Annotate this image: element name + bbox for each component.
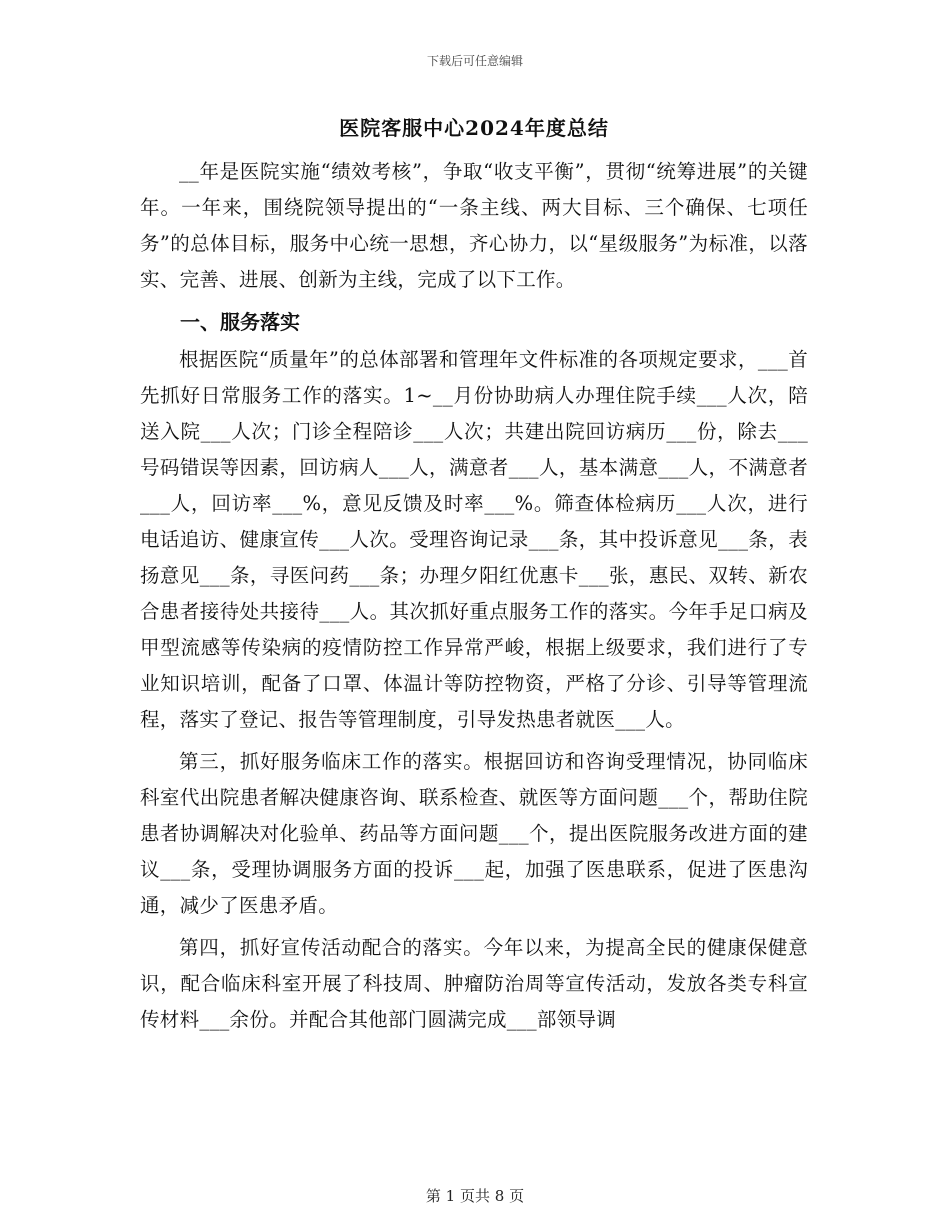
document-title: 医院客服中心2024年度总结 (339, 116, 609, 140)
page-footer-indicator: 第 1 页共 8 页 (425, 1187, 525, 1205)
intro-paragraph: __年是医院实施“绩效考核”，争取“收支平衡”，贯彻“统筹进展”的关键年。一年来，围绕院领导提出的“一条主线、两大目标、三个确保、七项任务”的总体目标，服务中心统一思想，齐心协力，以“星级服务”为标准，以落实、完善、进展、创新为主线，完成了以下工作。 (140, 160, 808, 291)
section-heading-service: 一、服务落实 (180, 310, 300, 334)
document-body (140, 110, 808, 1038)
paragraph-daily-service: 根据医院“质量年”的总体部署和管理年文件标准的各项规定要求，___首先抓好日常服务工作的落实。1~__月份协助病人办理住院手续___人次，陪送入院___人次；门诊全程陪诊___人次；共建出院回访病历___份，除去___号码错误等因素，回访病人___人，满意者___人，基本满意___人，不满意者___人，回访率___%，意见反馈及时率___%。筛查体检病历___人次，进行电话追访、健康宣传___人次。受理咨询记录___条，其中投诉意见___条，表扬意见___条，寻医问药___条；办理夕阳红优惠卡___张，惠民、双转、新农合患者接待处共接待___人。其次抓好重点服务工作的落实。今年手足口病及甲型流感等传染病的疫情防控工作异常严峻，根据上级要求，我们进行了专业知识培训，配备了口罩、体温计等防控物资，严格了分诊、引导等管理流程，落实了登记、报告等管理制度，引导发热患者就医___人。 (140, 348, 808, 731)
paragraph-publicity: 第四，抓好宣传活动配合的落实。今年以来，为提高全民的健康保健意识，配合临床科室开展了科技周、肿瘤防治周等宣传活动，发放各类专科宣传材料___余份。并配合其他部门圆满完成___部领导调 (140, 936, 808, 1031)
page-header-note: 下载后可任意编辑 (426, 54, 523, 68)
paragraph-clinical-service: 第三，抓好服务临床工作的落实。根据回访和咨询受理情况，协同临床科室代出院患者解决健康咨询、联系检查、就医等方面问题___个，帮助住院患者协调解决对化验单、药品等方面问题___个，提出医院服务改进方面的建议___条，受理协调服务方面的投诉___起，加强了医患联系，促进了医患沟通，减少了医患矛盾。 (140, 750, 808, 917)
